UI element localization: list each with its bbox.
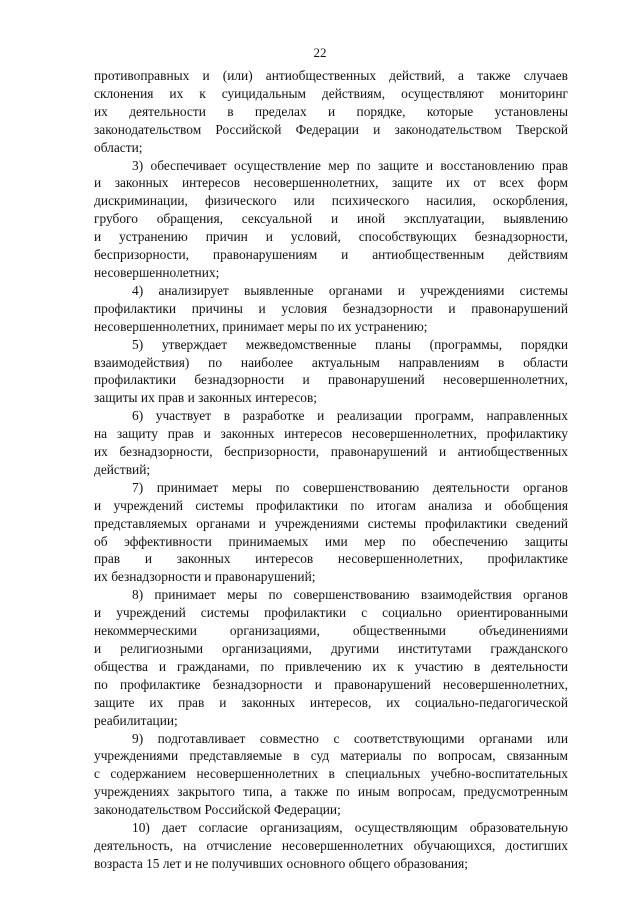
paragraph xyxy=(94,479,568,586)
text-line: взаимодействия) по наиболее актуальным направлениям в области xyxy=(94,354,568,370)
text-line: дискриминации, физического или психического насилия, оскорбления, xyxy=(94,193,568,209)
text-line: 6) участвует в разработке и реализации программ, направленных xyxy=(132,408,568,424)
text-line: об эффективности принимаемых ими мер по обеспечению защиты xyxy=(94,533,568,549)
text-line: склонения их к суицидальным действиям, осуществляют мониторинг xyxy=(94,85,568,101)
text-line: представляемых органами и учреждениями системы профилактики сведений xyxy=(94,515,568,531)
text-line: их безнадзорности и правонарушений; xyxy=(94,569,316,585)
text-line: и религиозными организациями, другими институтами гражданского xyxy=(94,641,568,656)
page-number: 22 xyxy=(313,45,327,60)
text-line: с содержанием несовершеннолетних в специальных учебно-воспитательных xyxy=(94,766,568,782)
text-line: 8) принимает меры по совершенствованию взаимодействия органов xyxy=(132,587,568,603)
text-line: деятельность, на отчисление несовершеннолетних обучающихся, достигших xyxy=(94,837,568,853)
text-line: общества и гражданами, по привлечению их к участию в деятельности xyxy=(94,658,568,674)
text-line: 9) подготавливает совместно с соответствующими органами или xyxy=(132,730,568,746)
text-line: учреждениями представляемые в суд материалы по вопросам, связанным xyxy=(94,748,568,764)
text-line: беспризорности, правонарушениям и антиобщественным действиям xyxy=(94,247,568,263)
text-line: несовершеннолетних, принимает меры по их устранению; xyxy=(94,318,428,334)
paragraph xyxy=(94,819,568,873)
text-line: 3) обеспечивает осуществление мер по защите и восстановлению прав xyxy=(132,157,568,173)
text-line: области; xyxy=(94,139,143,155)
text-line: их деятельности в пределах и порядке, которые установлены xyxy=(94,103,568,119)
text-line: по профилактике безнадзорности и правонарушений несовершеннолетних, xyxy=(94,676,568,692)
text-line: и учреждений системы профилактики с социально ориентированными xyxy=(94,605,568,621)
text-line: действий; xyxy=(94,461,151,477)
document-body xyxy=(94,67,568,873)
paragraph xyxy=(94,157,568,282)
text-line: некоммерческими организациями, общественными объединениями xyxy=(94,623,568,639)
text-line: законодательством Российской Федерации; xyxy=(94,802,341,818)
paragraph xyxy=(94,407,568,479)
paragraph xyxy=(94,586,568,729)
text-line: 10) дает согласие организациям, осуществляющим образовательную xyxy=(132,820,568,836)
text-line: профилактики безнадзорности и правонарушений несовершеннолетних, xyxy=(94,372,568,388)
text-line: защиты их прав и законных интересов; xyxy=(94,390,318,406)
text-line: и законных интересов несовершеннолетних, защите их от всех форм xyxy=(94,175,568,191)
text-line: прав и законных интересов несовершеннолетних, профилактике xyxy=(94,551,568,567)
text-line: и устранению причин и условий, способствующих безнадзорности, xyxy=(94,229,568,245)
text-line: защите их прав и законных интересов, их социально-педагогической xyxy=(94,694,568,710)
paragraph xyxy=(94,336,568,408)
paragraph xyxy=(94,282,568,336)
text-line: их безнадзорности, беспризорности, правонарушений и антиобщественных xyxy=(94,444,568,460)
text-line: и учреждений системы профилактики по итогам анализа и обобщения xyxy=(94,497,568,513)
text-line: 4) анализирует выявленные органами и учреждениями системы xyxy=(132,282,568,298)
text-line: учреждениях закрытого типа, а также по иным вопросам, предусмотренным xyxy=(94,784,568,800)
text-line: возраста 15 лет и не получивших основного общего образования; xyxy=(94,855,468,871)
paragraph xyxy=(94,67,568,157)
text-line: противоправных и (или) антиобщественных действий, а также случаев xyxy=(94,68,568,83)
text-line: 7) принимает меры по совершенствованию деятельности органов xyxy=(132,479,568,495)
text-line: несовершеннолетних; xyxy=(94,264,220,280)
text-line: грубого обращения, сексуальной и иной эксплуатации, выявлению xyxy=(94,211,568,227)
text-line: на защиту прав и законных интересов несовершеннолетних, профилактику xyxy=(94,426,568,442)
text-line: 5) утверждает межведомственные планы (программы, порядки xyxy=(132,336,568,352)
paragraph xyxy=(94,730,568,820)
text-line: реабилитации; xyxy=(94,712,178,728)
text-line: законодательством Российской Федерации и законодательством Тверской xyxy=(94,121,568,137)
text-line: профилактики причины и условия безнадзорности и правонарушений xyxy=(94,300,568,316)
